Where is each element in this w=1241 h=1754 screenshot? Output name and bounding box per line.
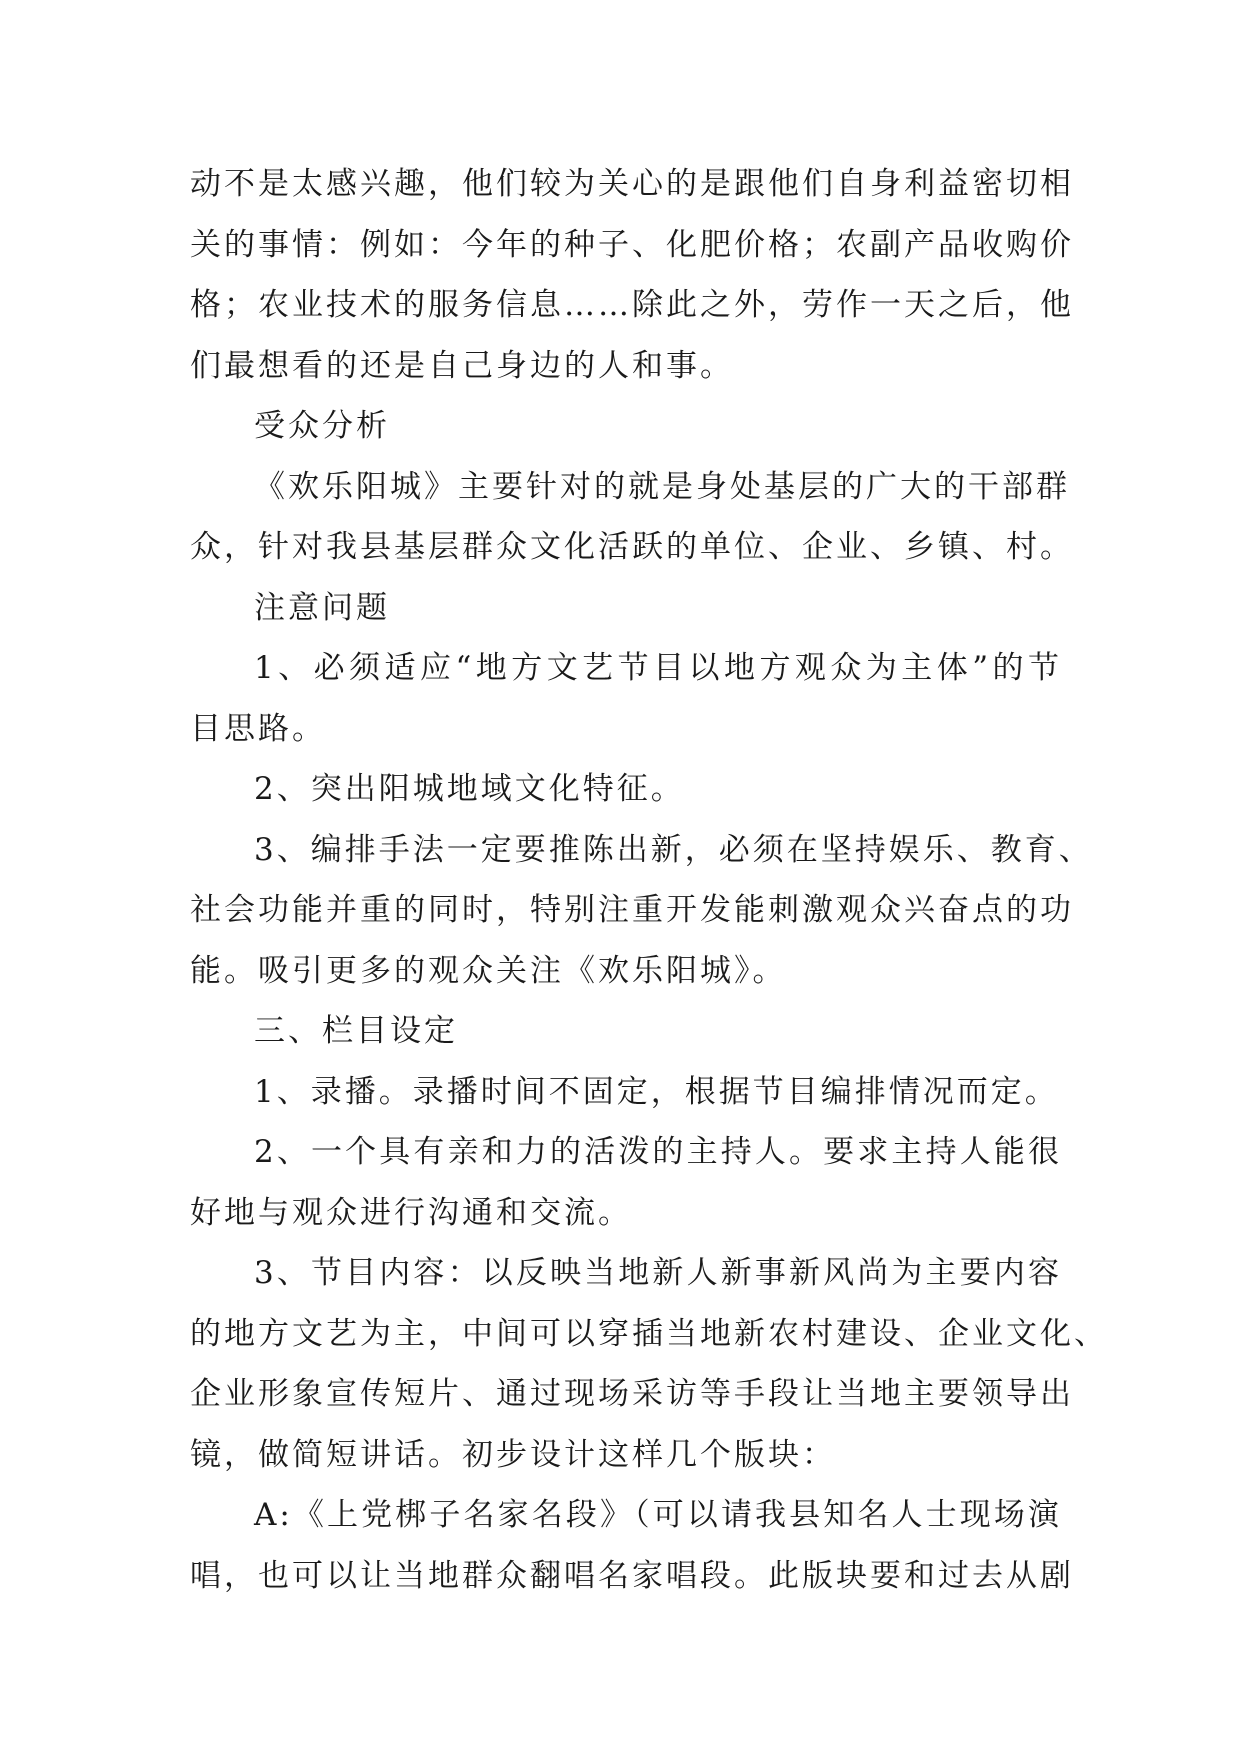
section-heading-program-setup: 三、栏目设定 bbox=[254, 1013, 458, 1049]
text-line: 好地与观众进行沟通和交流。 bbox=[190, 1194, 632, 1231]
list-item-line: 1、必须适应“地方文艺节目以地方观众为主体”的节 bbox=[254, 650, 1062, 686]
list-item-line: A:《上党梆子名家名段》（可以请我县知名人士现场演 bbox=[254, 1497, 1062, 1533]
document-body bbox=[190, 154, 1108, 1606]
text-line: 格；农业技术的服务信息……除此之外，劳作一天之后，他 bbox=[190, 287, 1074, 323]
text-line: 关的事情：例如：今年的种子、化肥价格；农副产品收购价 bbox=[190, 226, 1074, 263]
list-item-line: 3、编排手法一定要推陈出新，必须在坚持娱乐、教育、 bbox=[254, 831, 1093, 868]
text-line: 动不是太感兴趣，他们较为关心的是跟他们自身利益密切相 bbox=[190, 166, 1074, 202]
text-line: 们最想看的还是自己身边的人和事。 bbox=[190, 347, 734, 384]
list-item-line: 3、节目内容：以反映当地新人新事新风尚为主要内容 bbox=[254, 1255, 1062, 1291]
text-line: 唱，也可以让当地群众翻唱名家唱段。此版块要和过去从剧 bbox=[190, 1557, 1074, 1594]
text-line: 企业形象宣传短片、通过现场采访等手段让当地主要领导出 bbox=[190, 1376, 1074, 1412]
list-item-line: 2、突出阳城地域文化特征。 bbox=[254, 771, 685, 807]
list-item-line: 1、录播。录播时间不固定，根据节目编排情况而定。 bbox=[254, 1073, 1059, 1110]
text-line: 镜，做简短讲话。初步设计这样几个版块： bbox=[190, 1436, 836, 1473]
text-line: 的地方文艺为主，中间可以穿插当地新农村建设、企业文化、 bbox=[190, 1315, 1108, 1352]
text-line: 众，针对我县基层群众文化活跃的单位、企业、乡镇、村。 bbox=[190, 529, 1074, 565]
section-heading-audience-analysis: 受众分析 bbox=[254, 408, 390, 444]
list-item-line: 2、一个具有亲和力的活泼的主持人。要求主持人能很 bbox=[254, 1134, 1062, 1170]
section-heading-notes: 注意问题 bbox=[254, 589, 390, 626]
text-line: 社会功能并重的同时，特别注重开发能刺激观众兴奋点的功 bbox=[190, 892, 1074, 928]
text-line: 《欢乐阳城》主要针对的就是身处基层的广大的干部群 bbox=[254, 468, 1070, 505]
text-line: 目思路。 bbox=[190, 710, 326, 747]
text-line: 能。吸引更多的观众关注《欢乐阳城》。 bbox=[190, 952, 787, 989]
